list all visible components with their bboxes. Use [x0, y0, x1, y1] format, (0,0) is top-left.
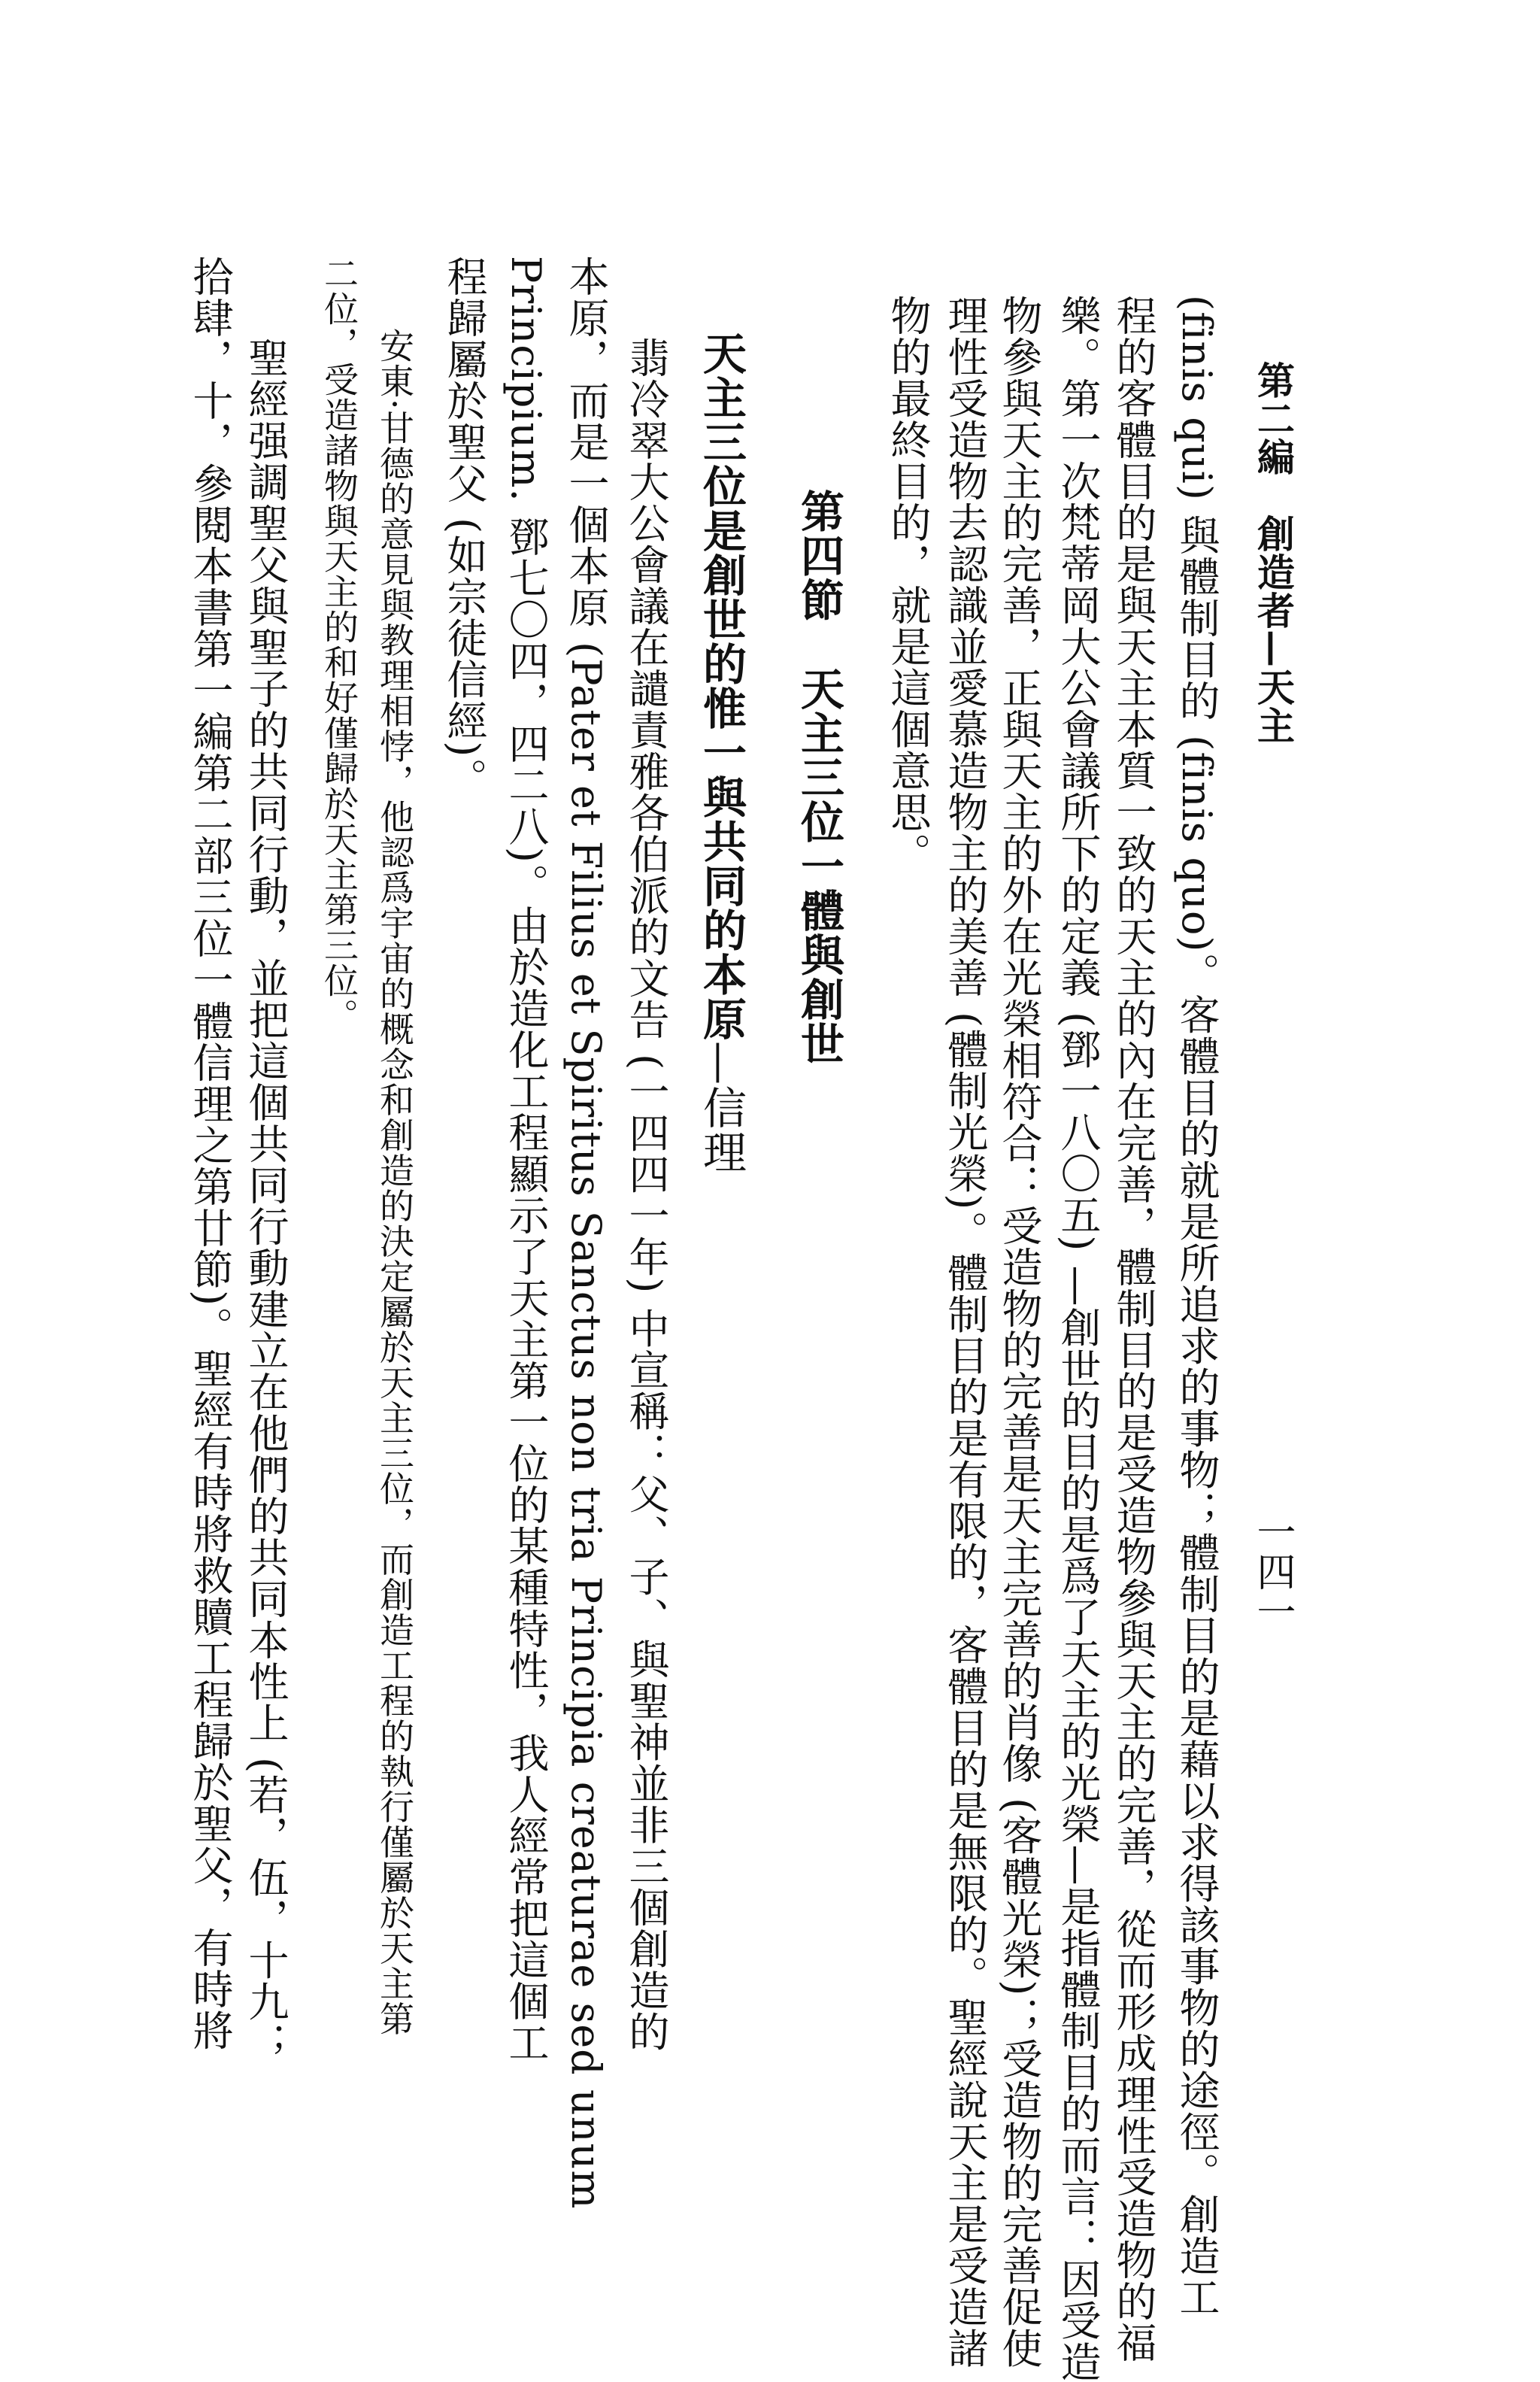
text-line: 翡冷翠大公會議在譴責雅各伯派的文告 (一四四一年) 中宣稱：父、子、與聖神並非三個創造的	[623, 337, 670, 2053]
text-line-small: 二位，受造諸物與天主的和好僅歸於天主第三位。	[319, 256, 359, 1033]
text-line-small: 安東·甘德的意見與教理相悖，他認爲宇宙的概念和創造的決定屬於天主三位，而創造工程的執行僅屬於天主第	[374, 328, 415, 2037]
text-line: 拾肆，十，參閱本書第一編第二部三位一體信理之第廿節)。聖經有時將救贖工程歸於聖父，有時將	[186, 256, 234, 2052]
text-line: 程歸屬於聖父 (如宗徒信經)。	[441, 256, 488, 800]
text-line: 程的客體目的是與天主本質一致的天主的內在完善，體制目的是受造物參與天主的完善，從而形成理性受造物的福	[1110, 295, 1157, 2363]
text-line: 本原，而是一個本原 (Pater et Filius et Spiritus Sanctus non tria Principia creaturae sed unum	[562, 256, 610, 2210]
section-heading: 第四節 天主三位一體與創世	[793, 489, 844, 1066]
subsection-heading-suffix: —信理	[696, 1041, 747, 1174]
subsection-heading	[696, 331, 747, 1174]
subsection-heading-title: 天主三位是創世的惟一與共同的本原	[696, 331, 747, 1041]
text-line: 理性受造物去認識並愛慕造物主的美善 (體制光榮)。體制目的是有限的，客體目的是無限的。聖經說天主是受造諸	[941, 295, 989, 2369]
text-line: 樂。第一次梵蒂岡大公會議所下的定義 (鄧一八〇五) —創世的目的是爲了天主的光榮—是指體制目的而言：因受造	[1054, 295, 1102, 2382]
page-number: 一四一	[1250, 1512, 1295, 1631]
text-line: Principium. 鄧七〇四，四二八)。由於造化工程顯示了天主第一位的某種特性，我人經常把這個工	[502, 256, 550, 2063]
text-line: 物參與天主的完善，正與天主的外在光榮相符合：受造物的完善是天主完善的肖像 (客體光榮)；受造物的完善促使	[996, 295, 1043, 2369]
running-title: 第二編 創造者—天主	[1251, 361, 1296, 745]
text-line: 聖經强調聖父與聖子的共同行動，並把這個共同行動建立在他們的共同本性上 (若，伍，十九；	[242, 337, 290, 2064]
text-line: (finis qui) 與體制目的 (finis quo)。客體目的就是所追求的事物；體制目的是藉以求得該事物的途徑。創造工	[1173, 295, 1220, 2318]
text-line: 物的最終目的，就是這個意思。	[884, 295, 932, 874]
